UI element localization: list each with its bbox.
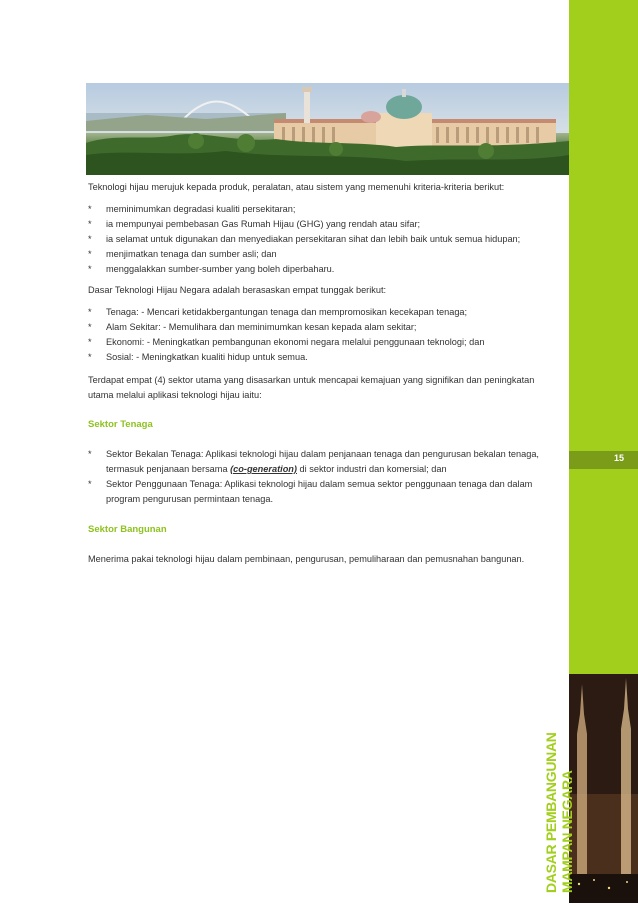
side-photo-twin-towers <box>543 674 638 903</box>
bangunan-paragraph: Menerima pakai teknologi hijau dalam pembinaan, pengurusan, pemuliharaan dan pemusnahan bangunan. <box>88 554 525 564</box>
pillars-list <box>88 305 560 365</box>
list-item: * meminimumkan degradasi kualiti persekitaran; <box>88 204 296 214</box>
side-title-line-1: DASAR PEMBANGUNAN <box>543 732 559 893</box>
heading-sektor-tenaga: Sektor Tenaga <box>88 419 153 430</box>
list-item: * Alam Sekitar: - Memulihara dan meminimumkan kesan kepada alam sekitar; <box>88 322 417 332</box>
tenaga-list <box>88 447 560 507</box>
intro-paragraph: Teknologi hijau merujuk kepada produk, peralatan, atau sistem yang memenuhi kriteria-kriteria berikut: <box>88 182 505 192</box>
co-generation-term: (co-generation) <box>230 464 297 474</box>
main-content <box>88 180 560 567</box>
page-number-tab <box>569 451 638 469</box>
pillars-intro: Dasar Teknologi Hijau Negara adalah berasaskan empat tunggak berikut: <box>88 285 387 295</box>
list-item: * Sektor Bekalan Tenaga: Aplikasi teknologi hijau dalam penjanaan tenaga dan pengurusan bekalan tenaga, termasuk penjanaan bersama (co-generation) di sektor industri dan komersial; dan <box>88 449 539 474</box>
list-item: * ia selamat untuk digunakan dan menyediakan persekitaran sihat dan lebih baik untuk semua hidupan; <box>88 234 521 244</box>
list-item: * ia mempunyai pembebasan Gas Rumah Hijau (GHG) yang rendah atau sifar; <box>88 219 421 229</box>
side-title <box>543 678 638 893</box>
list-item: * menjimatkan tenaga dan sumber asli; dan <box>88 249 277 259</box>
list-item: * menggalakkan sumber-sumber yang boleh diperbaharu. <box>88 264 335 274</box>
header-photo-putrajaya <box>86 83 569 175</box>
list-item: * Sektor Penggunaan Tenaga: Aplikasi teknologi hijau dalam semua sektor penggunaan tenaga dan dalam program pengurusan permintaan tenaga. <box>88 479 533 504</box>
putrajaya-illustration <box>86 83 569 175</box>
sectors-intro: Terdapat empat (4) sektor utama yang disasarkan untuk mencapai kemajuan yang signifikan dan peningkatan utama melalui aplikasi teknologi hijau iaitu: <box>88 375 535 400</box>
list-item: * Ekonomi: - Meningkatkan pembangunan ekonomi negara melalui penggunaan teknologi; dan <box>88 337 485 347</box>
list-item: * Sosial: - Meningkatkan kualiti hidup untuk semua. <box>88 352 308 362</box>
list-item: * Tenaga: - Mencari ketidakbergantungan tenaga dan mempromosikan kecekapan tenaga; <box>88 307 468 317</box>
side-title-line-2: MAMPAN NEGARA <box>559 770 575 893</box>
criteria-list <box>88 202 560 277</box>
heading-sektor-bangunan: Sektor Bangunan <box>88 524 167 535</box>
page-number: 15 <box>613 453 624 463</box>
